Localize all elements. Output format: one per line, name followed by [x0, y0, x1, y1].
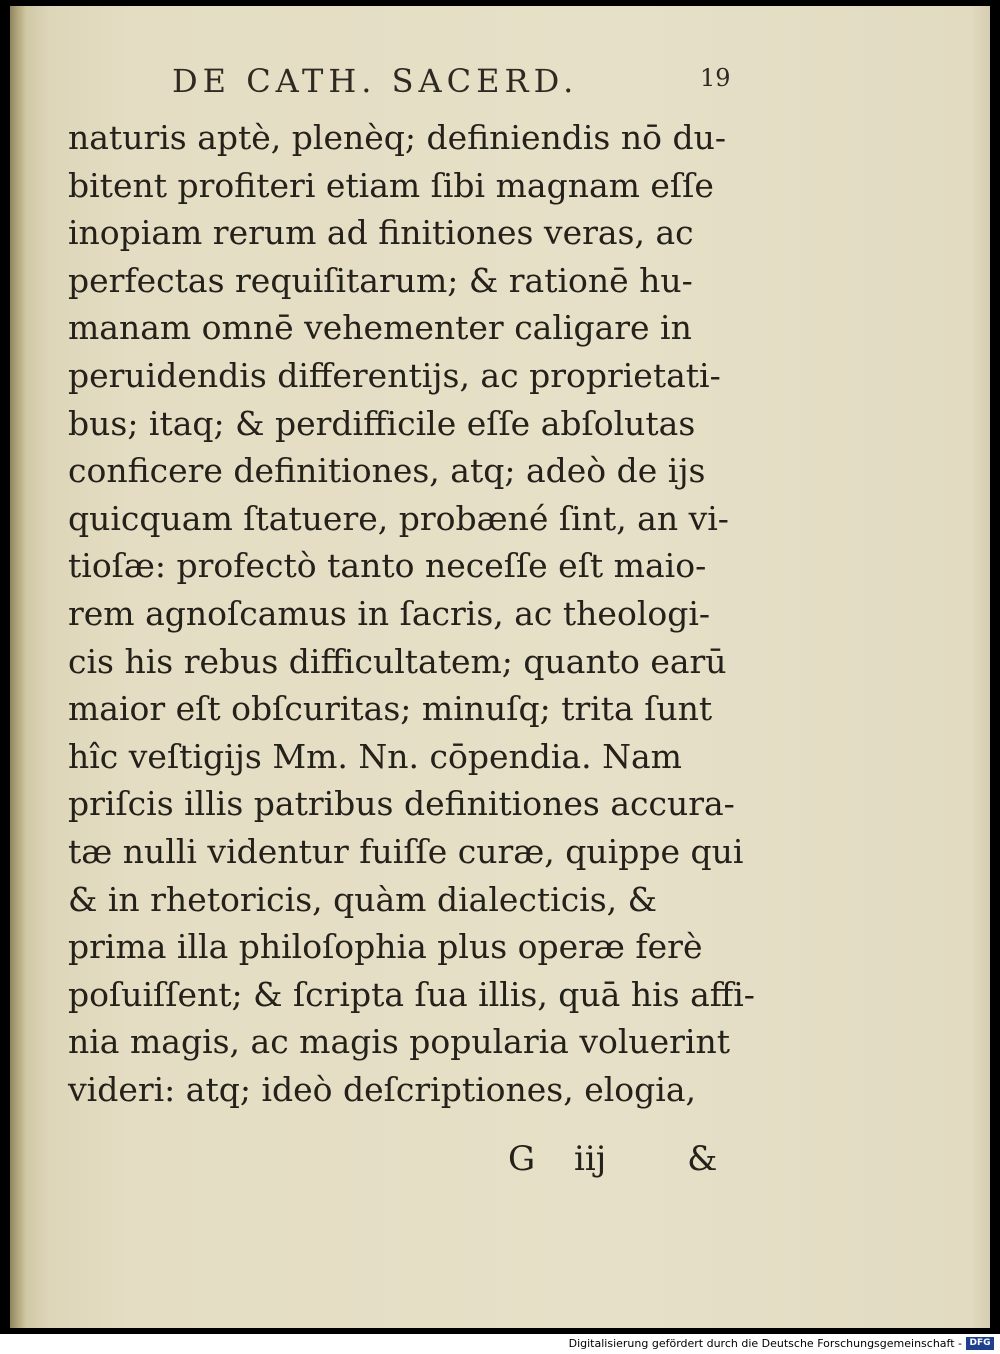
signature-mark: G — [508, 1139, 536, 1179]
book-page — [10, 6, 990, 1328]
text-line: conficere definitiones, atq; adeò de ijs — [68, 451, 706, 491]
text-line: videri: atq; ideò deſcriptiones, elogia, — [68, 1069, 696, 1109]
text-line: bus; itaq; & perdifficile eſſe abſolutas — [68, 403, 696, 443]
text-line: & in rhetoricis, quàm dialecticis, & — [68, 879, 658, 919]
text-line: prima illa philoſophia plus operæ ferè — [68, 927, 703, 967]
page-number: 19 — [700, 64, 731, 92]
text-line: manam omnē vehementer caligare in — [68, 308, 692, 348]
footer-bar — [0, 1334, 1000, 1354]
text-line: cis his rebus difficultatem; quanto earū — [68, 641, 727, 681]
body-text — [68, 114, 755, 1113]
dfg-logo-icon: DFG — [966, 1337, 994, 1350]
text-line: inopiam rerum ad finitiones veras, ac — [68, 213, 694, 253]
text-line: bitent profiteri etiam ſibi magnam eſſe — [68, 165, 714, 205]
text-line: naturis aptè, plenèq; definiendis nō du- — [68, 118, 726, 157]
signature-number: iij — [573, 1139, 607, 1179]
text-line: nia magis, ac magis popularia voluerint — [68, 1022, 731, 1062]
text-line: maior eſt obſcuritas; minuſq; trita ſunt — [68, 689, 713, 729]
text-line: poſuiſſent; & ſcripta ſua illis, quā his affi- — [68, 974, 755, 1014]
running-head: DE CATH. SACERD. — [172, 62, 579, 100]
text-line: tioſæ: profectò tanto neceſſe eſt maio- — [68, 546, 707, 586]
text-line: hîc veſtigijs Mm. Nn. cōpendia. Nam — [68, 736, 682, 776]
text-line: perfectas requiſitarum; & rationē hu- — [68, 260, 693, 300]
text-line: peruidendis differentijs, ac proprietati- — [68, 355, 721, 395]
text-line: quicquam ſtatuere, probæné ſint, an vi- — [68, 498, 729, 538]
text-line: priſcis illis patribus definitiones accura- — [68, 784, 735, 824]
page-gutter — [10, 6, 26, 1328]
signature-line — [508, 1139, 717, 1179]
catchword: & — [687, 1139, 718, 1179]
funding-credit: Digitalisierung gefördert durch die Deutsche Forschungsgemeinschaft - — [568, 1337, 962, 1350]
text-line: rem agnoſcamus in ſacris, ac theologi- — [68, 593, 711, 633]
text-line: tæ nulli videntur fuiſſe curæ, quippe qui — [68, 831, 744, 871]
